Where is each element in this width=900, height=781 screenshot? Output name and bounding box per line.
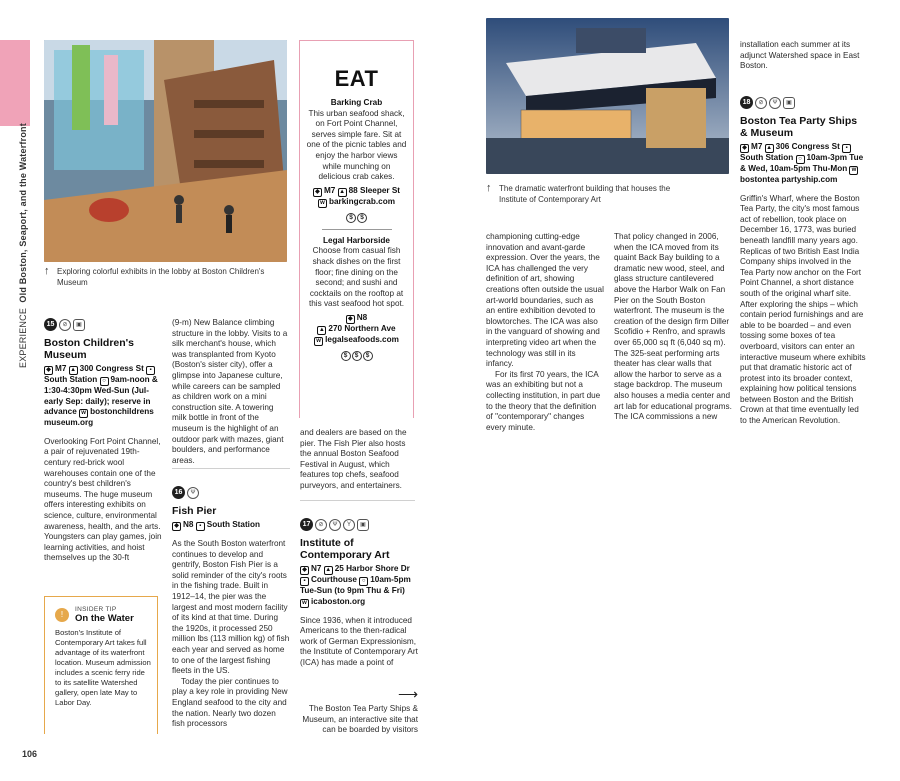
- map-icon: ◆: [740, 144, 749, 153]
- childrens-museum-caption: [44, 266, 284, 288]
- sight-15: [44, 316, 162, 564]
- sight-number-badge: 17: [300, 518, 313, 531]
- sight-16: [172, 484, 290, 730]
- shop-icon: ▣: [783, 97, 795, 109]
- sight-info: ◆ N8 ▪ South Station: [172, 520, 290, 531]
- sight-info: ◆ N7 ▲ 25 Harbor Shore Dr ▪ Courthouse ○ 10am-5pm Tue-Sun (to 9pm Thu & Fri) w icaboston.org: [300, 564, 411, 606]
- side-label-title: Old Boston, Seaport, and the Waterfront: [18, 123, 28, 303]
- caption-arrow-icon: ↑: [44, 265, 50, 277]
- ticket-icon: ⊘: [315, 519, 327, 531]
- sight-17-body: Since 1936, when it introduced Americans to the then-radical work of German Expressionism, the Institute of Contemporary Art (ICA) has made a point of: [300, 615, 418, 667]
- web-icon: w: [318, 199, 327, 208]
- sight-info: ◆ M7 ▲ 300 Congress St ▪South Station ○ 9am-noon & 1:30-4:30pm Wed-Sun (Jul-early Sep: daily); reserve in advance w bostonchildrens museum.org: [44, 364, 158, 428]
- sight-17: [300, 516, 418, 669]
- transit-icon: ▪: [842, 144, 851, 153]
- eat-item: Legal Harborside Choose from casual fish shack dishes on the first floor; fine dining on the second; and sushi and cocktails on the rooftop at this vast seafood hot spot. ◆ N8 ▲ 270 Northern Ave w legalseafoods.com $ $ $: [300, 236, 413, 361]
- fork-icon: Ψ: [187, 487, 199, 499]
- shop-icon: ▣: [73, 319, 85, 331]
- restaurant-desc: This urban seafood shack, on Fort Point Channel, serves simple fare. Sit at one of the picnic tables and enjoy the harbor views while munching on delicious crab cakes.: [306, 108, 407, 182]
- address-icon: ▲: [339, 188, 346, 195]
- address-icon: ▲: [325, 567, 332, 573]
- caption-text: The dramatic waterfront building that houses the Institute of Contemporary Art: [499, 184, 671, 204]
- eat-item: Barking Crab This urban seafood shack, on Fort Point Channel, serves simple fare. Sit at one of the picnic tables and enjoy the harbor views while munching on delicious crab cakes. ◆ M7 ▲ 88 Sleeper St w barkingcrab.com $ $: [306, 98, 407, 221]
- sight-title: Boston Tea Party Ships & Museum: [740, 115, 858, 139]
- continue-arrow-icon: ⟶: [398, 686, 419, 702]
- page-number: 106: [22, 749, 38, 759]
- restaurant-desc: Choose from casual fish shack dishes on the first floor; fine dining on the second; and sushi and cocktails on the rooftop at this vast seafood hot spot.: [308, 246, 405, 309]
- web-icon: w: [79, 409, 88, 418]
- sight-18-body: Griffin's Wharf, where the Boston Tea Party, the city's most famous act of rebellion, took place on December 16, 1773, was buried beneath landfill many years ago. Replicas of two British East India Company ships involved in the Tea Party now anchor on the Fort Point Channel, a short distance south of the original wharf site. After exploring the ships – which contain period furnishings and are able to be boarded – and even tossing some boxes of tea overboard, visitors can enter an interactive museum where exhibits put that dramatic historic act of protest into its broader context, explaining how political tensions between Boston and the British Crown at that time eventually led to the American Revolution.: [740, 193, 866, 426]
- sight-15-body: Overlooking Fort Point Channel, a pair of rejuvenated 19th-century red-brick wool warehouses contain one of the country's best children's museums. The huge museum offers interesting exhibits on science, culture, environmental awareness, health, and the arts. Youngsters can play games, join learning activities, and hoist themselves up the 30-ft: [44, 436, 162, 563]
- sight-title: Fish Pier: [172, 505, 217, 517]
- sight-17-body-end: installation each summer at its adjunct Watershed space in East Boston.: [740, 40, 860, 71]
- shop-icon: ▣: [357, 519, 369, 531]
- tea-party-ships-photo: [450, 458, 900, 781]
- sight-18: [740, 94, 866, 427]
- sight-number-badge: 16: [172, 486, 185, 499]
- tip-title: On the Water: [75, 613, 134, 624]
- sight-info: ◆ M7 ▲ 306 Congress St ▪South Station ○ 10am-3pm Tue & Wed, 10am-5pm Thu-Mon wbostontea partyship.com: [740, 142, 864, 184]
- sight-16-body-cont: and dealers are based on the pier. The Fish Pier also hosts the annual Boston Seafood Festival in August, which features top chefs, seafood purveyors, and entertainers.: [300, 428, 407, 490]
- tip-lightbulb-icon: !: [55, 608, 69, 622]
- transit-icon: ▪: [300, 577, 309, 586]
- ships-caption: The Boston Tea Party Ships & Museum, an interactive site that can be boarded by visitors: [302, 704, 418, 735]
- map-icon: ◆: [44, 366, 53, 375]
- map-icon: ◆: [346, 315, 355, 324]
- side-label-prefix: EXPERIENCE: [18, 307, 28, 368]
- transit-icon: ▪: [196, 522, 205, 531]
- sight-17-body-cont-2: That policy changed in 2006, when the ICA moved from its quaint Back Bay building to a dramatic new wood, steel, and glass structure cantilevered above the Harbor Walk on Fan Pier on the South Boston waterfront. The museum is the creation of the design firm Diller Scofidio + Renfro, and sprawls over 65,000 sq ft (6,040 sq m). The 325-seat performing arts theater has clear walls that allow the harbor to serve as a stage backdrop. The museum also houses a media center and art lab for educational programs. The ICA commissions a new: [614, 232, 732, 422]
- eat-heading: EAT: [334, 66, 379, 91]
- sight-number-badge: 18: [740, 96, 753, 109]
- fork-icon: Ψ: [329, 519, 341, 531]
- chapter-side-label: [18, 123, 28, 368]
- sight-15-body-cont: (9-m) New Balance climbing structure in the lobby. Visits to a silk merchant's house, which was transplanted from Kyoto (Boston's sister city), offer a glimpse into Japanese culture, while careers can be sampled as children work on a mini construction site. A towering milk bottle in front of the museum is the highlight of an outdoor park with mazes, giant boulders, and performance areas.: [172, 318, 288, 465]
- ticket-icon: ⊘: [755, 97, 767, 109]
- sight-web-link[interactable]: bostonchildrens museum.org: [44, 407, 154, 428]
- sight-15-icons: [44, 316, 162, 334]
- map-icon: ◆: [172, 522, 181, 531]
- sight-number-badge: 15: [44, 318, 57, 331]
- restaurant-name: Legal Harborside: [323, 235, 390, 245]
- clock-icon: ○: [100, 377, 109, 386]
- transit-icon: ▪: [146, 366, 155, 375]
- caption-text: Exploring colorful exhibits in the lobby at Boston Children's Museum: [57, 267, 265, 287]
- restaurant-name: Barking Crab: [330, 98, 383, 107]
- price-rating: $ $: [306, 212, 407, 223]
- ica-caption: [486, 183, 696, 205]
- clock-icon: ○: [796, 155, 805, 164]
- tip-text: Boston's Institute of Contemporary Art takes full advantage of its waterfront location. Museum admission includes a scenic ferry ride to its satellite Watershed gallery, open late May to Labor Day.: [55, 628, 151, 707]
- clock-icon: ○: [359, 577, 368, 586]
- web-icon: w: [300, 599, 309, 608]
- sight-16-body: As the South Boston waterfront continues to develop and gentrify, Boston Fish Pier is a solid reminder of the city's roots in the fishing trade. Built in 1912–14, the pier was the largest and most modern facility of its kind at that time. During the 1920s, it processed 250 million lbs (113 million kg) of fish each year and served as home to one of the largest fishing fleets in the US. Today the pier continues to play a key role in providing New England seafood to the city and the nation. Nearly two dozen fish processors: [172, 539, 290, 729]
- map-icon: ◆: [313, 188, 322, 197]
- caption-arrow-icon: ↑: [486, 182, 492, 194]
- drink-icon: Y: [343, 519, 355, 531]
- sight-17-body-cont: championing cutting-edge innovation and avant-garde expression. Over the years, the ICA has challenged the very definition of art, showing creations often outside the usual art-world boundaries, such as an entire exhibition devoted to blowtorches. The ICA was also in the vanguard of showing and interpreting video art when the technology was still in its infancy. For its first 70 years, the ICA was an exhibiting but not a collecting institution, in part due to the theory that the definition of "contemporary" changes every minute.: [486, 232, 604, 432]
- ica-building-photo: [486, 18, 729, 174]
- sight-web-link[interactable]: icaboston.org: [311, 596, 366, 606]
- chapter-tab: [0, 40, 30, 126]
- address-icon: ▲: [766, 145, 773, 151]
- web-icon: w: [849, 166, 858, 175]
- insider-tip-box: [44, 596, 158, 734]
- ticket-icon: ⊘: [59, 319, 71, 331]
- tip-label: INSIDER TIP: [75, 606, 117, 613]
- map-icon: ◆: [300, 566, 309, 575]
- childrens-museum-photo: [44, 40, 287, 262]
- price-rating: $ $ $: [306, 350, 407, 361]
- sight-title: Institute of Contemporary Art: [300, 537, 390, 561]
- divider: [300, 500, 415, 501]
- sight-web-link[interactable]: bostontea partyship.com: [740, 175, 838, 184]
- restaurant-web-link[interactable]: barkingcrab.com: [329, 196, 395, 206]
- restaurant-web-link[interactable]: legalseafoods.com: [325, 334, 399, 344]
- fork-icon: Ψ: [769, 97, 781, 109]
- address-icon: ▲: [318, 326, 325, 333]
- web-icon: w: [314, 337, 323, 346]
- address-icon: ▲: [70, 367, 77, 373]
- divider: [172, 468, 290, 469]
- eat-sidebar: [299, 40, 414, 418]
- sight-title: Boston Children's Museum: [44, 337, 134, 361]
